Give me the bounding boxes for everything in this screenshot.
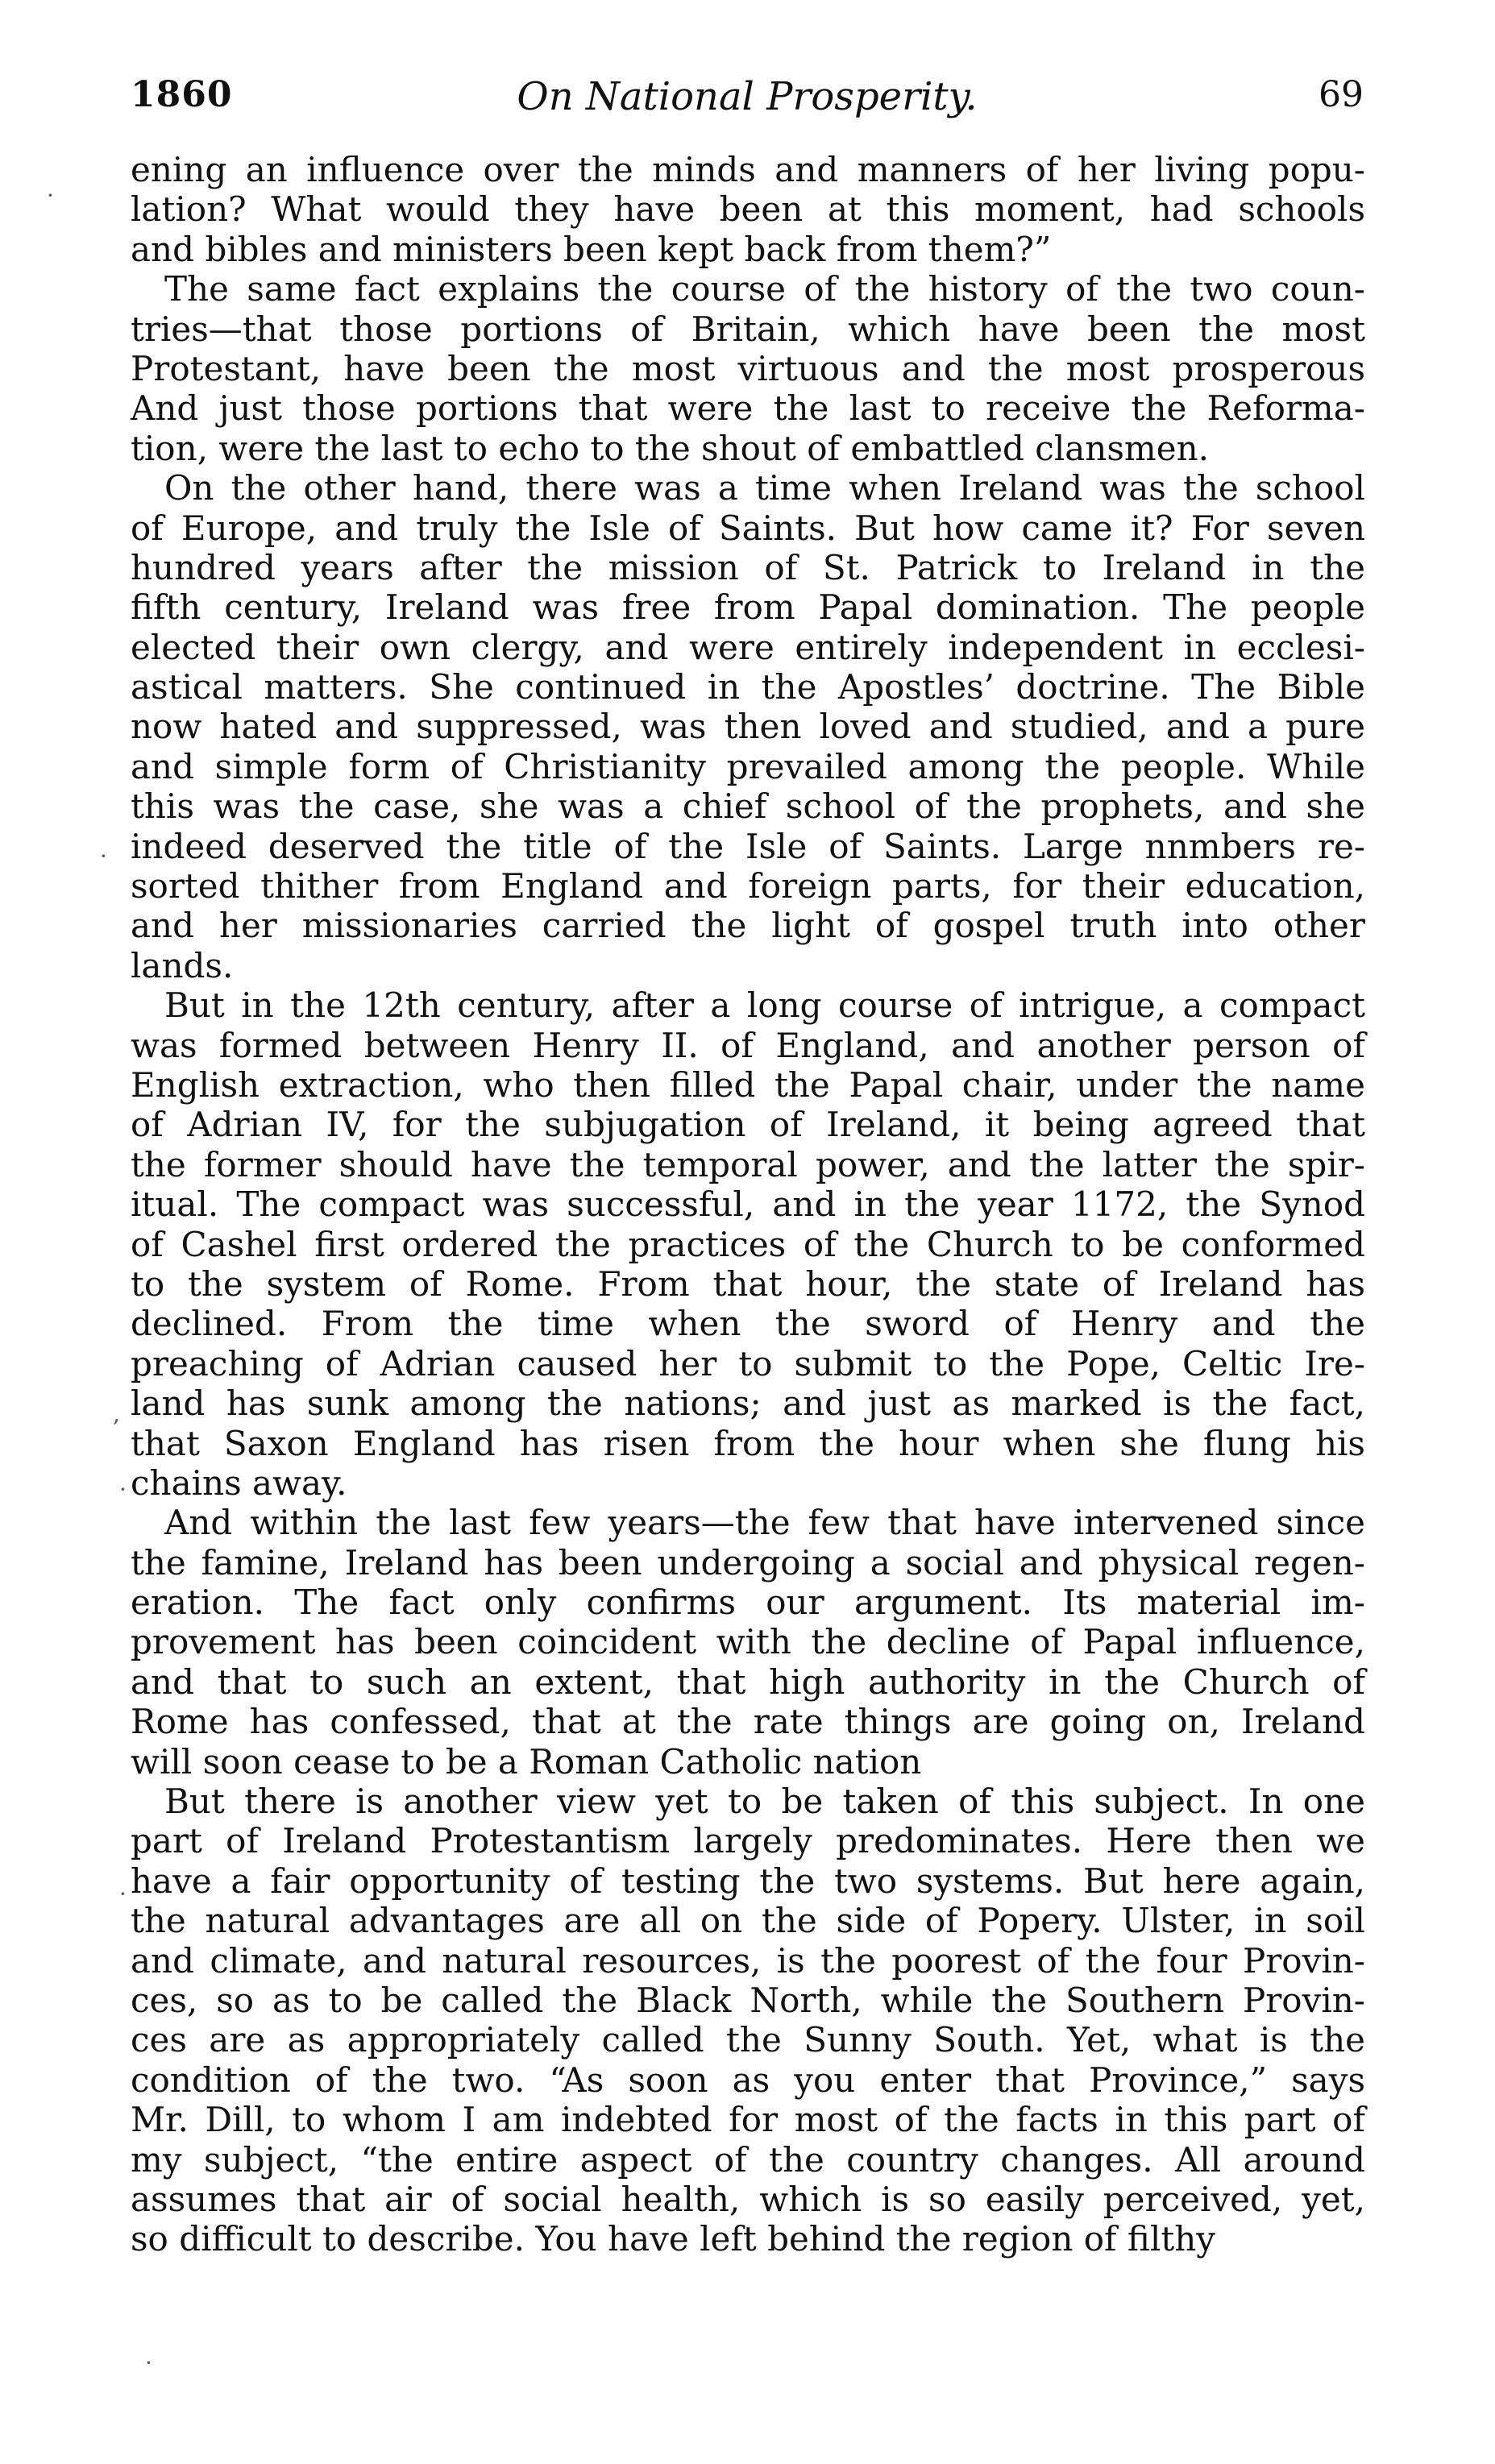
running-head xyxy=(131,74,1364,131)
margin-speck: · xyxy=(100,843,107,869)
text-line: tion, were the last to echo to the shout of embattled clansmen. xyxy=(131,428,1209,468)
text-line: and climate, and natural resources, is the poorest of the four Provin- xyxy=(131,1940,1365,1981)
text-line: of Adrian IV, for the subjugation of Ireland, it being agreed that xyxy=(131,1105,1365,1145)
text-line: of Europe, and truly the Isle of Saints. But how came it? For seven xyxy=(131,508,1365,548)
text-line: sorted thither from England and foreign parts, for their education, xyxy=(131,866,1365,906)
text-line: fifth century, Ireland was free from Papal domination. The people xyxy=(131,587,1365,628)
text-line: will soon cease to be a Roman Catholic nation xyxy=(131,1741,922,1782)
text-line: this was the case, she was a chief school of the prophets, and she xyxy=(131,786,1365,827)
margin-speck: · xyxy=(47,182,54,209)
text-line: the famine, Ireland has been undergoing a social and physical regen- xyxy=(131,1542,1365,1583)
text-line: eration. The fact only confirms our argument. Its material im- xyxy=(131,1583,1365,1623)
text-line: and simple form of Christianity prevailed among the people. While xyxy=(131,746,1365,786)
text-line: condition of the two. “As soon as you enter that Province,” says xyxy=(131,2060,1365,2100)
page-number: 69 xyxy=(1319,74,1364,115)
text-line: And within the last few years—the few that have intervened since xyxy=(164,1503,1365,1543)
text-line: and her missionaries carried the light of gospel truth into other xyxy=(131,906,1365,946)
text-line: so difficult to describe. You have left behind the region of filthy xyxy=(131,2219,1216,2259)
text-line: to the system of Rome. From that hour, the state of Ireland has xyxy=(131,1263,1365,1304)
margin-speck: · xyxy=(119,1881,127,1907)
text-line: land has sunk among the nations; and just as marked is the fact, xyxy=(131,1383,1365,1424)
text-line: hundred years after the mission of St. Patrick to Ireland in the xyxy=(131,547,1365,587)
running-head-year: 1860 xyxy=(131,74,233,115)
text-line: English extraction, who then filled the Papal chair, under the name xyxy=(131,1064,1365,1105)
text-line: the former should have the temporal power, and the latter the spir- xyxy=(131,1144,1365,1184)
text-line: declined. From the time when the sword of Henry and the xyxy=(131,1304,1365,1344)
text-line: But there is another view yet to be taken of this subject. In one xyxy=(164,1782,1365,1822)
text-line: astical matters. She continued in the Apostles’ doctrine. The Bible xyxy=(131,667,1365,707)
running-head-title: On National Prosperity. xyxy=(517,74,978,119)
text-line: itual. The compact was successful, and in the year 1172, the Synod xyxy=(131,1184,1365,1225)
text-line: indeed deserved the title of the Isle of Saints. Large nnmbers re- xyxy=(131,826,1365,866)
text-line: But in the 12th century, after a long course of intrigue, a compact xyxy=(164,985,1365,1026)
text-line: have a fair opportunity of testing the two systems. But here again, xyxy=(131,1860,1365,1901)
text-line: ces are as appropriately called the Sunny South. Yet, what is the xyxy=(131,2020,1365,2060)
margin-speck: · xyxy=(145,2350,152,2376)
margin-speck: , xyxy=(113,1400,120,1427)
text-line: ening an influence over the minds and manners of her living popu- xyxy=(131,150,1365,189)
text-line: assumes that air of social health, which is so easily perceived, yet, xyxy=(131,2179,1365,2219)
text-line: now hated and suppressed, was then loved and studied, and a pure xyxy=(131,707,1365,747)
text-line: the natural advantages are all on the side of Popery. Ulster, in soil xyxy=(131,1901,1365,1941)
text-line: part of Ireland Protestantism largely predominates. Here then we xyxy=(131,1821,1365,1861)
text-line: elected their own clergy, and were entirely independent in ecclesi- xyxy=(131,627,1365,667)
text-line: tries—that those portions of Britain, which have been the most xyxy=(131,309,1365,349)
text-line: And just those portions that were the last to receive the Reforma- xyxy=(131,388,1365,429)
text-line: chains away. xyxy=(131,1462,347,1503)
text-line: lation? What would they have been at this moment, had schools xyxy=(131,189,1365,230)
margin-speck: · xyxy=(119,1476,127,1503)
text-line: ces, so as to be called the Black North, while the Southern Provin- xyxy=(131,1980,1365,2020)
text-line: of Cashel first ordered the practices of the Church to be conformed xyxy=(131,1224,1365,1264)
text-line: provement has been coincident with the decline of Papal influence, xyxy=(131,1622,1365,1662)
text-line: preaching of Adrian caused her to submit to the Pope, Celtic Ire- xyxy=(131,1343,1365,1383)
text-line: was formed between Henry II. of England, and another person of xyxy=(131,1025,1365,1065)
text-line: and bibles and ministers been kept back from them?” xyxy=(131,229,1052,269)
text-line: my subject, “the entire aspect of the country changes. All around xyxy=(131,2139,1365,2180)
text-line: Rome has confessed, that at the rate things are going on, Ireland xyxy=(131,1702,1365,1742)
text-line: Mr. Dill, to whom I am indebted for most of the facts in this part of xyxy=(131,2100,1365,2140)
text-line: that Saxon England has risen from the hour when she flung his xyxy=(131,1423,1365,1463)
text-line: The same fact explains the course of the history of the two coun- xyxy=(164,269,1365,309)
text-line: and that to such an extent, that high authority in the Church of xyxy=(131,1661,1365,1702)
text-line: Protestant, have been the most virtuous and the most prosperous xyxy=(131,348,1365,388)
text-line: lands. xyxy=(131,945,234,985)
text-line: On the other hand, there was a time when Ireland was the school xyxy=(164,468,1365,508)
body-text xyxy=(131,150,1365,2259)
